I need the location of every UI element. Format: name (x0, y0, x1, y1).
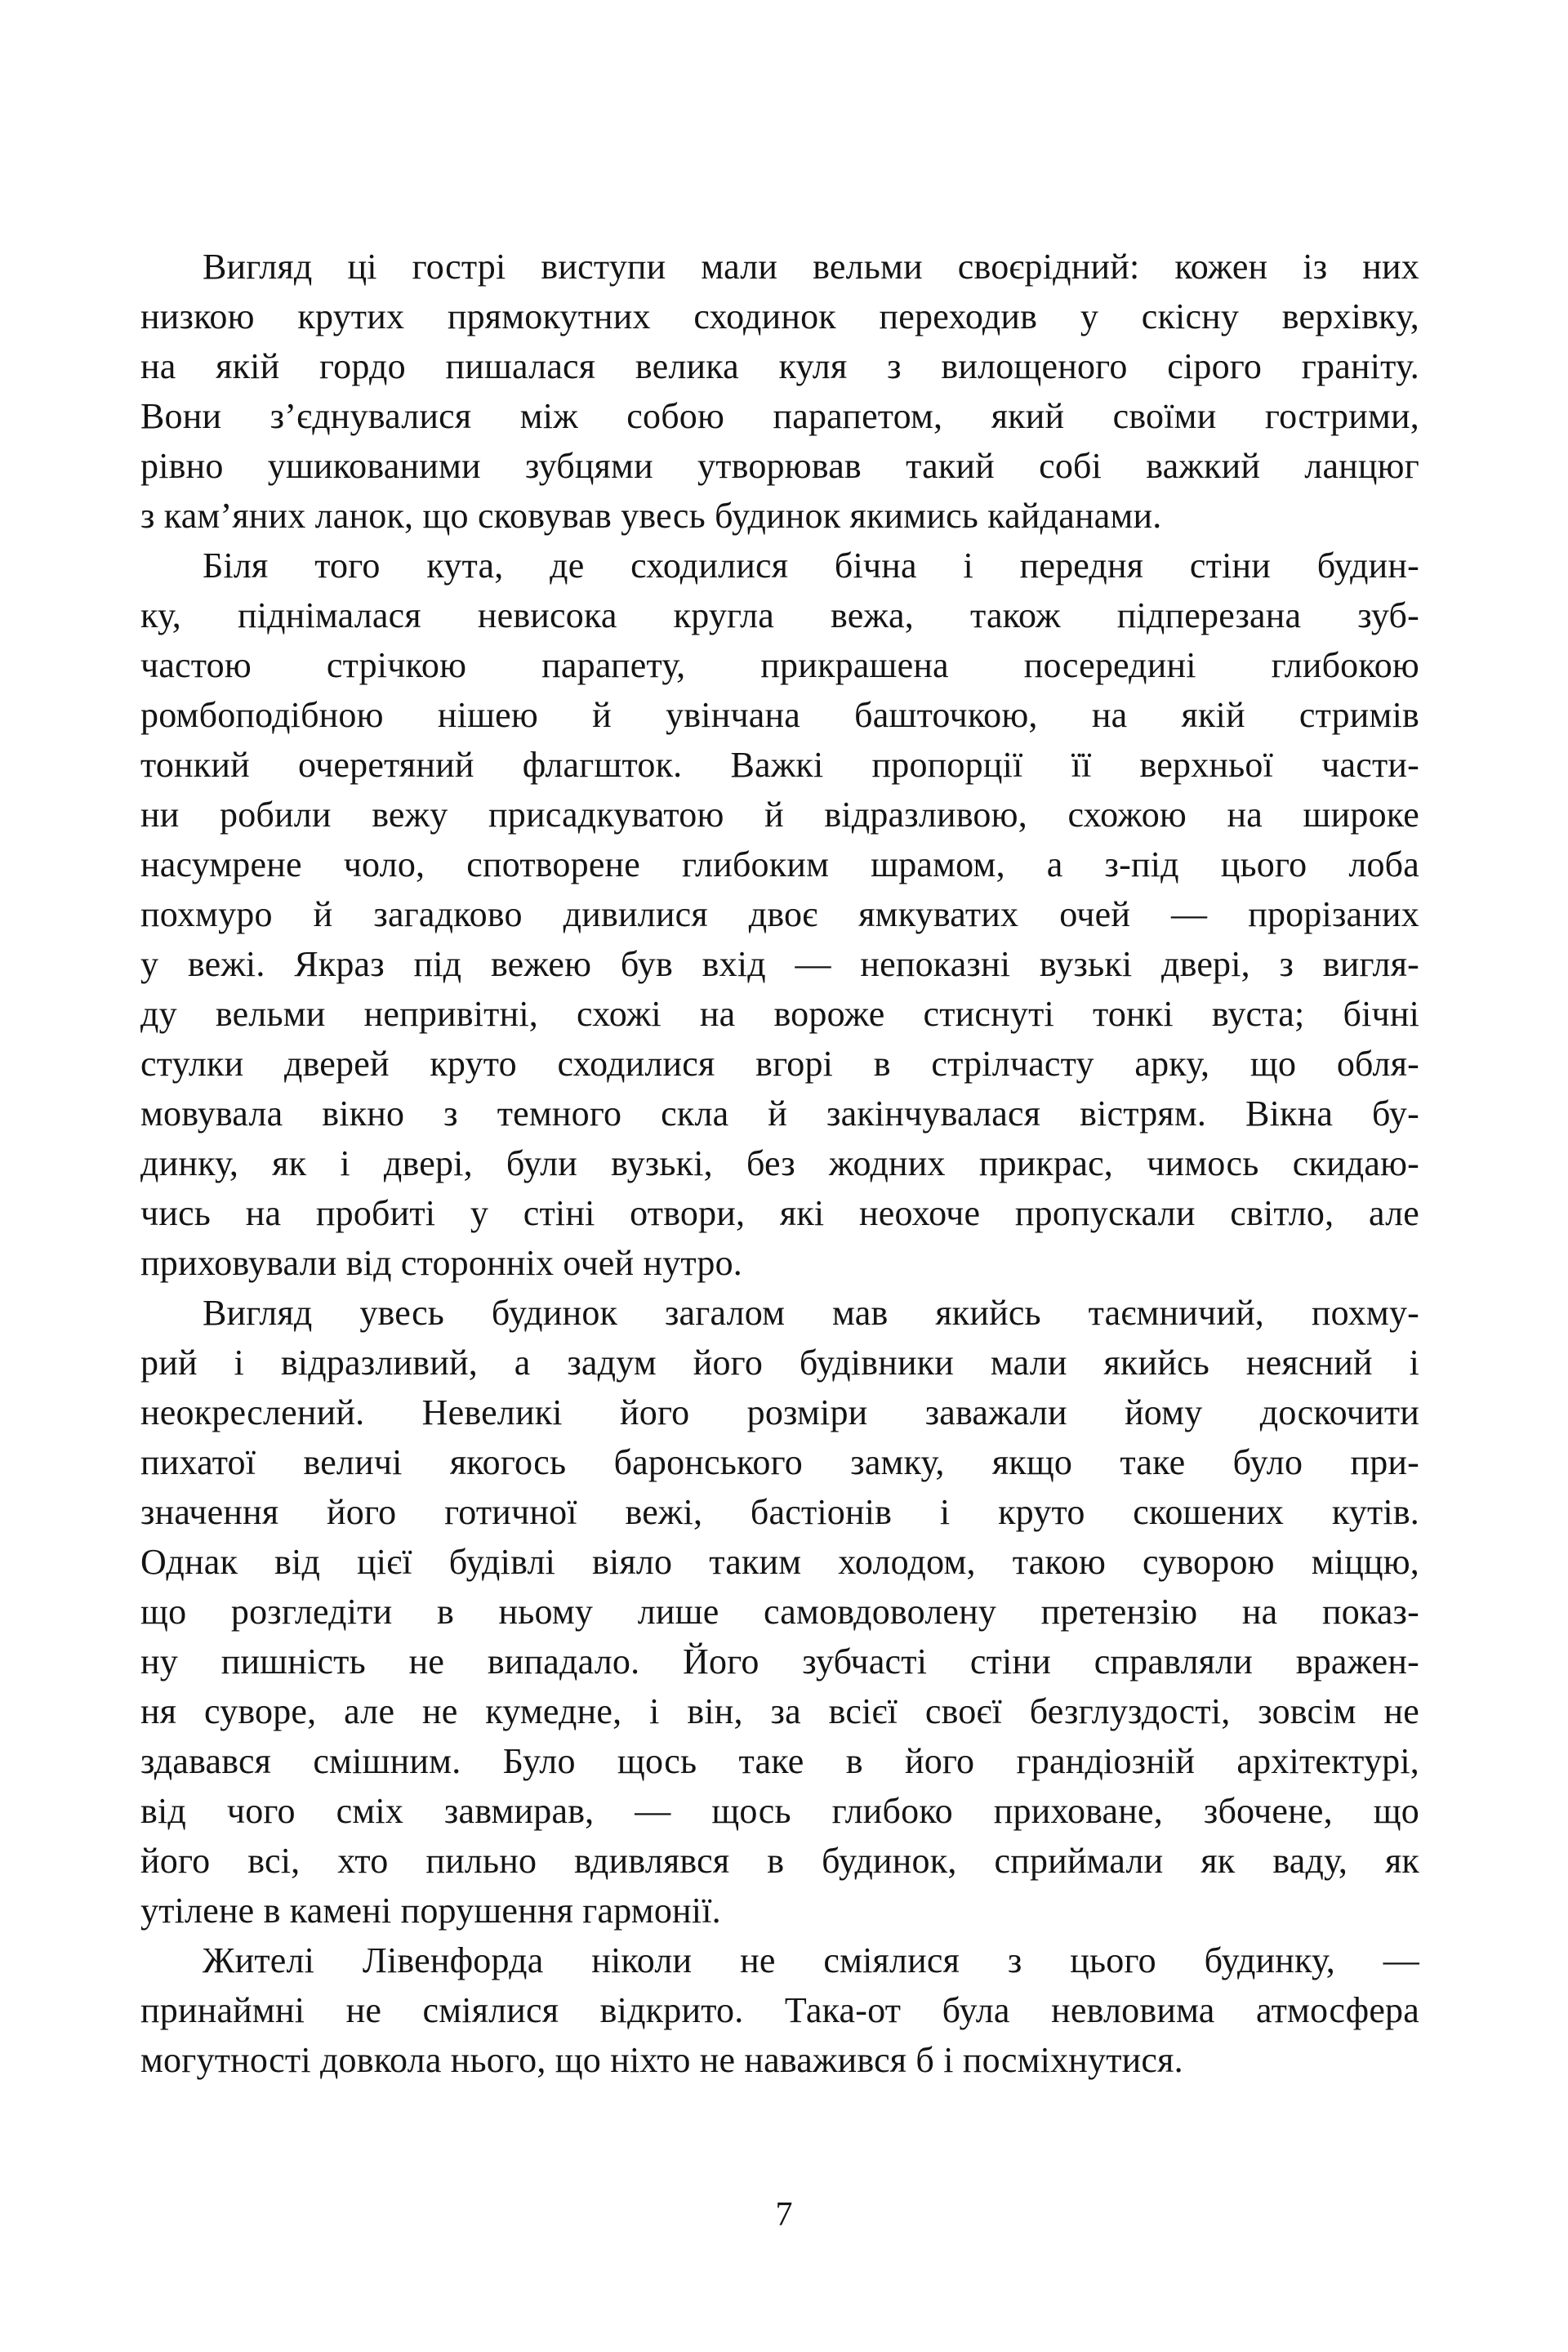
text-line: Вони з’єднувалися між собою парапетом, який своїми гострими, (140, 396, 1419, 436)
text-line: з кам’яних ланок, що сковував увесь будинок якимись кайданами. (140, 496, 1162, 536)
paragraph (140, 1288, 1419, 1936)
text-line: ну пишність не випадало. Його зубчасті стіни справляли вражен- (140, 1642, 1419, 1682)
text-line: утілене в камені порушення гармонії. (140, 1891, 721, 1931)
text-line: на якій гордо пишалася велика куля з вилощеного сірого граніту. (140, 346, 1419, 386)
text-line: що розгледіти в ньому лише самовдоволену претензію на показ- (140, 1592, 1419, 1632)
text-line: низкою крутих прямокутних сходинок переходив у скісну верхівку, (140, 296, 1419, 336)
text-line: Біля того кута, де сходилися бічна і передня стіни будин- (203, 546, 1419, 586)
text-line: пихатої величі якогось баронського замку, якщо таке було при- (140, 1442, 1419, 1482)
paragraph (140, 541, 1419, 1288)
text-line: принаймні не сміялися відкрито. Така-от була невловима атмосфера (140, 1990, 1419, 2030)
text-line: могутності довкола нього, що ніхто не наважився б і посміхнутися. (140, 2040, 1183, 2080)
text-line: Вигляд увесь будинок загалом мав якийсь таємничий, похму- (203, 1293, 1419, 1333)
body-text (140, 242, 1419, 2085)
text-line: чись на пробиті у стіні отвори, які неохоче пропускали світло, але (140, 1193, 1419, 1233)
text-line: ромбоподібною нішею й увінчана башточкою, на якій стримів (140, 695, 1419, 735)
page-number: 7 (775, 2196, 793, 2234)
text-line: рівно ушикованими зубцями утворював такий собі важкий ланцюг (140, 446, 1419, 486)
text-line: від чого сміх завмирав, — щось глибоко приховане, збочене, що (140, 1791, 1419, 1831)
text-line: ни робили вежу присадкуватою й відразливою, схожою на широке (140, 795, 1419, 835)
text-line: його всі, хто пильно вдивлявся в будинок, сприймали як ваду, як (140, 1841, 1419, 1881)
text-line: рий і відразливий, а задум його будівники мали якийсь неясний і (140, 1343, 1419, 1383)
text-line: Жителі Лівенфорда ніколи не сміялися з цього будинку, — (203, 1940, 1419, 1980)
paragraph (140, 242, 1419, 541)
text-line: насумрене чоло, спотворене глибоким шрамом, а з-під цього лоба (140, 844, 1419, 884)
text-line: стулки дверей круто сходилися вгорі в стрілчасту арку, що обля- (140, 1044, 1419, 1084)
text-line: неокреслений. Невеликі його розміри заважали йому доскочити (140, 1392, 1419, 1432)
text-line: частою стрічкою парапету, прикрашена посередині глибокою (140, 645, 1419, 685)
text-line: динку, як і двері, були вузькі, без жодних прикрас, чимось скидаю- (140, 1143, 1419, 1183)
text-line: ку, піднімалася невисока кругла вежа, також підперезана зуб- (140, 595, 1419, 635)
text-line: мовувала вікно з темного скла й закінчувалася вістрям. Вікна бу- (140, 1094, 1419, 1134)
text-line: здавався смішним. Було щось таке в його грандіозній архітектурі, (140, 1741, 1419, 1781)
text-line: ня суворе, але не кумедне, і він, за всієї своєї безглуздості, зовсім не (140, 1691, 1419, 1731)
text-line: приховували від сторонніх очей нутро. (140, 1243, 742, 1283)
text-line: тонкий очеретяний флагшток. Важкі пропорції її верхньої части- (140, 745, 1419, 785)
text-line: ду вельми непривітні, схожі на вороже стиснуті тонкі вуста; бічні (140, 994, 1419, 1034)
text-line: похмуро й загадково дивилися двоє ямкуватих очей — прорізаних (140, 894, 1419, 934)
text-line: у вежі. Якраз під вежею був вхід — непоказні вузькі двері, з вигля- (140, 944, 1419, 984)
text-line: Вигляд ці гострі виступи мали вельми своєрідний: кожен із них (203, 247, 1419, 287)
text-line: Однак від цієї будівлі віяло таким холодом, такою суворою міццю, (140, 1542, 1419, 1582)
paragraph (140, 1936, 1419, 2085)
text-line: значення його готичної вежі, бастіонів і круто скошених кутів. (140, 1492, 1419, 1532)
